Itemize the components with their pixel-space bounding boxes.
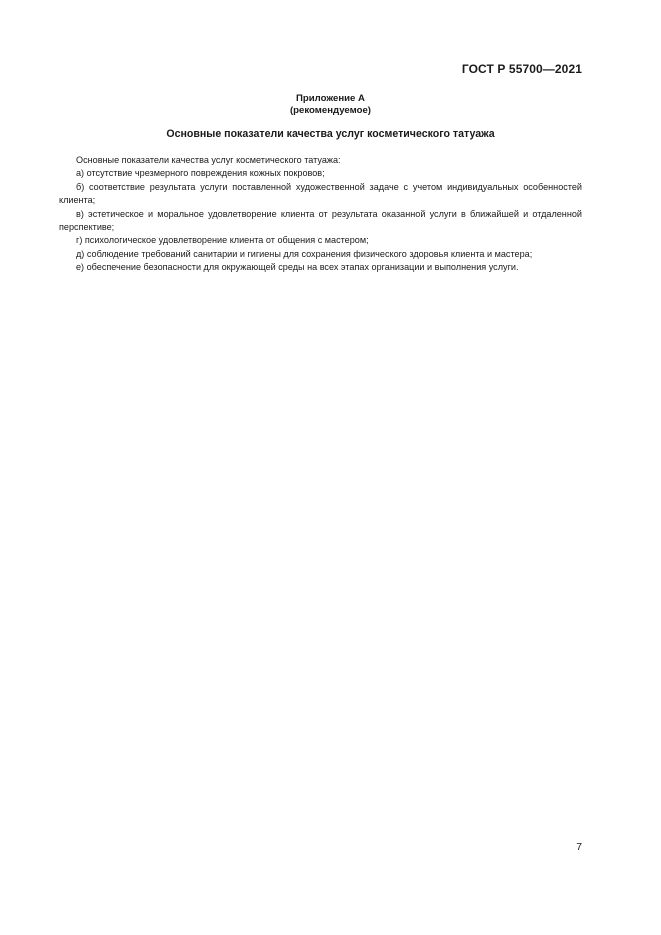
list-item-v: в) эстетическое и моральное удовлетворение клиента от результата оказанной услуги в ближайшей и отдаленной перспективе; xyxy=(59,208,582,233)
annex-title-block xyxy=(0,93,661,117)
body-text xyxy=(59,154,582,275)
list-item-g: г) психологическое удовлетворение клиента от общения с мастером; xyxy=(76,235,369,246)
intro-paragraph: Основные показатели качества услуг косметического татуажа: xyxy=(76,155,341,165)
annex-title: Приложение А xyxy=(296,93,365,104)
list-item-b: б) соответствие результата услуги поставленной художественной задаче с учетом индивидуальных особенностей клиента; xyxy=(59,181,582,206)
list-item-e: е) обеспечение безопасности для окружающей среды на всех этапах организации и выполнения услуги. xyxy=(76,262,519,273)
annex-status: (рекомендуемое) xyxy=(289,105,371,116)
section-heading: Основные показатели качества услуг косметического татуажа xyxy=(166,128,495,140)
page-number: 7 xyxy=(576,842,582,853)
list-item-d: д) соблюдение требований санитарии и гигиены для сохранения физического здоровья клиента и мастера; xyxy=(76,248,533,259)
standard-number: ГОСТ Р 55700—2021 xyxy=(461,62,582,76)
list-item-a: а) отсутствие чрезмерного повреждения кожных покровов; xyxy=(76,168,325,179)
